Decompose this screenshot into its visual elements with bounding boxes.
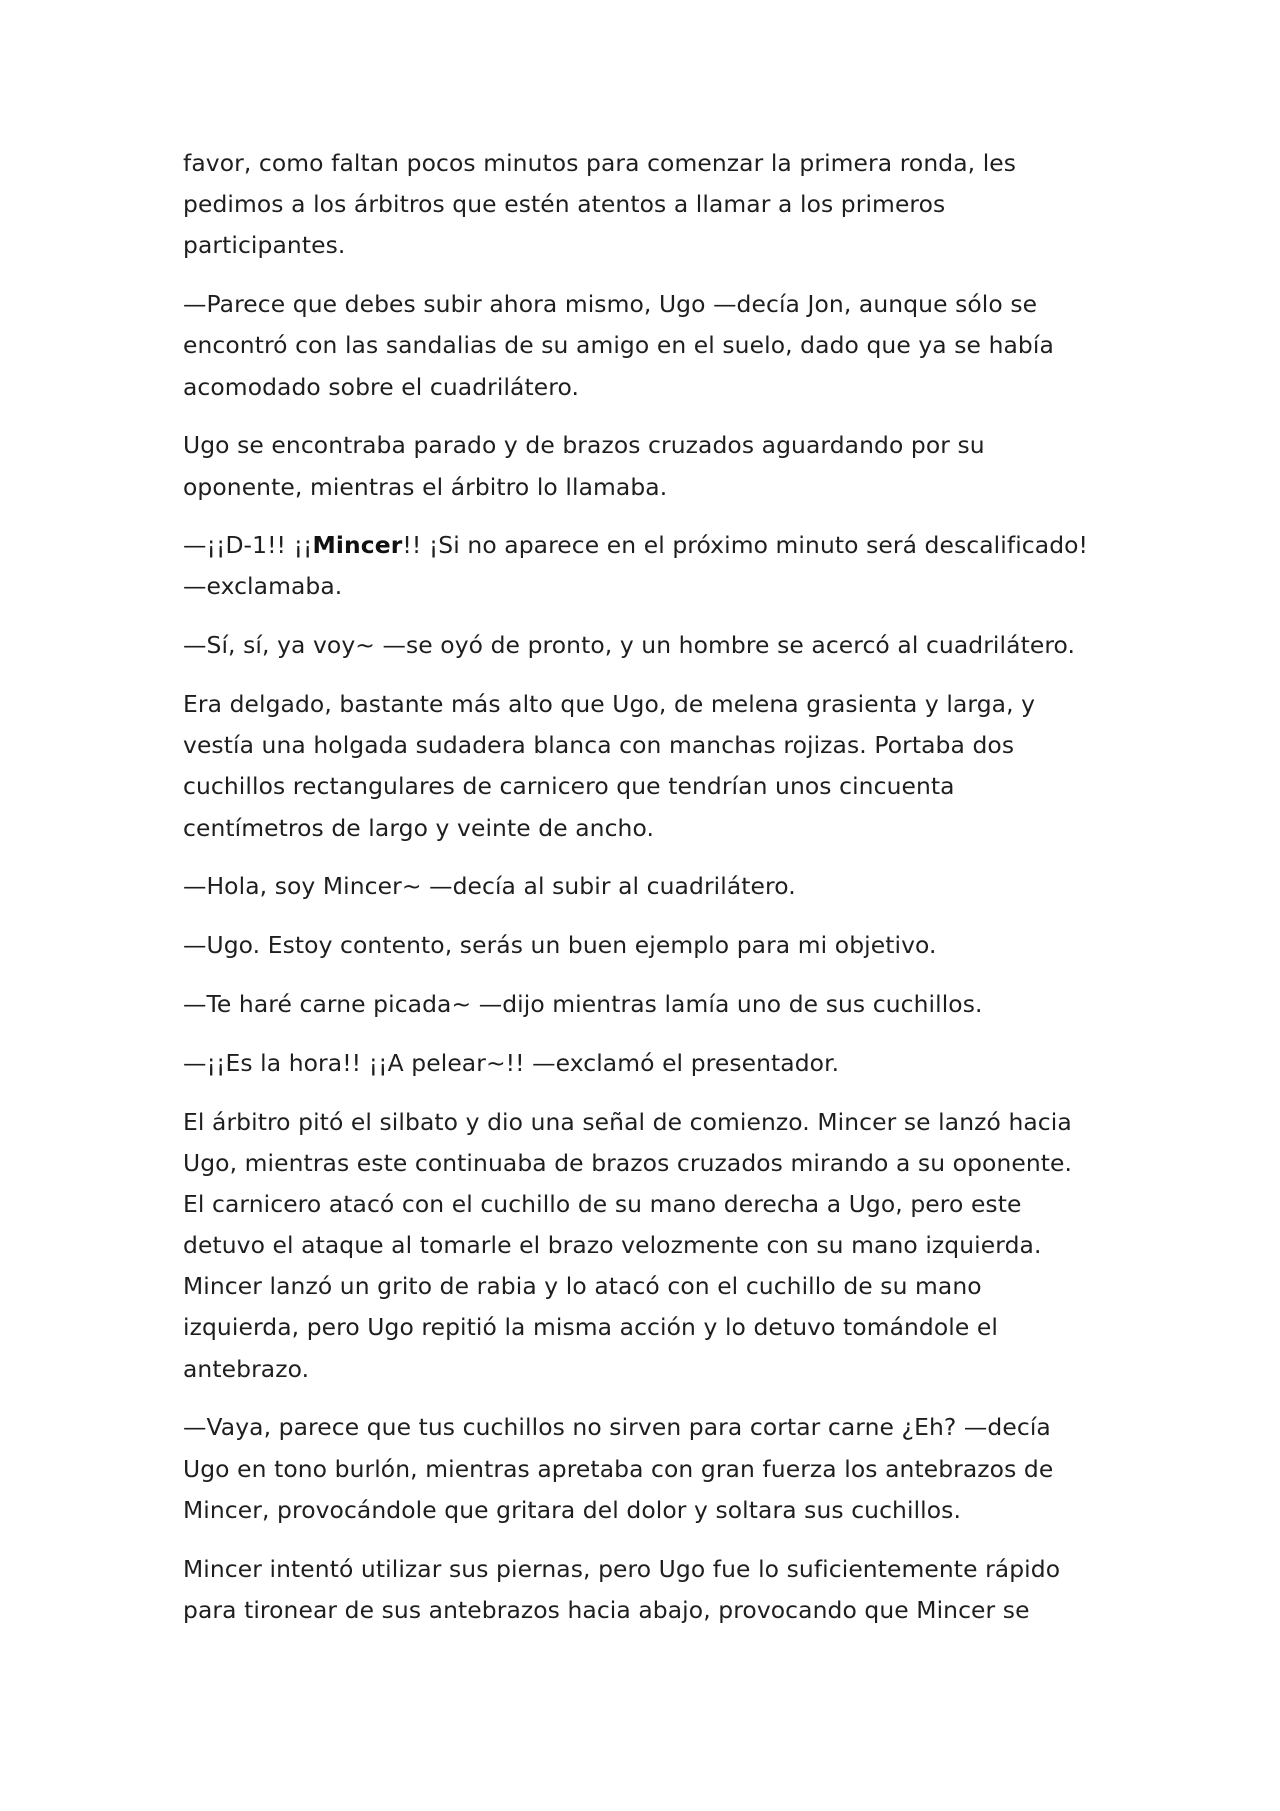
paragraph-12 (183, 1407, 1103, 1531)
text-line: para tironear de sus antebrazos hacia abajo, provocando que Mincer se (183, 1595, 1030, 1624)
text-line: Ugo en tono burlón, mientras apretaba con gran fuerza los antebrazos de (183, 1454, 1054, 1483)
text-line: detuvo el ataque al tomarle el brazo velozmente con su mano izquierda. (183, 1231, 1042, 1260)
text-line: —Vaya, parece que tus cuchillos no sirven para cortar carne ¿Eh? —decía (183, 1413, 1051, 1442)
text-line: izquierda, pero Ugo repitió la misma acción y lo detuvo tomándole el (183, 1313, 999, 1342)
text-line: Mincer lanzó un grito de rabia y lo atacó con el cuchillo de su mano (183, 1272, 982, 1301)
text-line: —Te haré carne picada~ —dijo mientras lamía uno de sus cuchillos. (183, 989, 983, 1018)
text-line: Mincer intentó utilizar sus piernas, pero Ugo fue lo suficientemente rápido (183, 1554, 1061, 1583)
text-line: El carnicero atacó con el cuchillo de su mano derecha a Ugo, pero este (183, 1189, 1022, 1218)
text-line: cuchillos rectangulares de carnicero que tendrían unos cincuenta (183, 772, 955, 801)
paragraph-2 (183, 284, 1103, 408)
text-line: oponente, mientras el árbitro lo llamaba. (183, 472, 668, 501)
paragraph-13 (183, 1549, 1103, 1631)
paragraph-1 (183, 143, 1103, 267)
text-line: —Parece que debes subir ahora mismo, Ugo —decía Jon, aunque sólo se (183, 290, 1038, 319)
text-line: participantes. (183, 231, 346, 260)
text-line: favor, como faltan pocos minutos para comenzar la primera ronda, les (183, 149, 1017, 177)
text-line (183, 525, 1103, 566)
text-line: —Sí, sí, ya voy~ —se oyó de pronto, y un hombre se acercó al cuadrilátero. (183, 631, 1076, 660)
text-line: Era delgado, bastante más alto que Ugo, de melena grasienta y larga, y (183, 690, 1036, 719)
text-line: centímetros de largo y veinte de ancho. (183, 813, 655, 842)
paragraph-11 (183, 1102, 1103, 1390)
text-line: —exclamaba. (183, 572, 343, 601)
paragraph-10 (183, 1043, 1103, 1084)
text-line: antebrazo. (183, 1354, 310, 1383)
text-line: El árbitro pitó el silbato y dio una señal de comienzo. Mincer se lanzó hacia (183, 1107, 1072, 1136)
text-segment: !! ¡Si no aparece en el próximo minuto será descalificado! (402, 531, 1089, 560)
text-line: encontró con las sandalias de su amigo en el suelo, dado que ya se había (183, 331, 1054, 360)
bold-name: Mincer (312, 531, 403, 560)
text-line: pedimos a los árbitros que estén atentos a llamar a los primeros (183, 190, 946, 219)
text-line: —Hola, soy Mincer~ —decía al subir al cuadrilátero. (183, 872, 796, 901)
paragraph-8 (183, 925, 1103, 966)
paragraph-7 (183, 866, 1103, 907)
paragraph-3 (183, 425, 1103, 507)
text-line: —Ugo. Estoy contento, serás un buen ejemplo para mi objetivo. (183, 931, 937, 960)
text-line: acomodado sobre el cuadrilátero. (183, 372, 579, 401)
paragraph-6 (183, 684, 1103, 849)
paragraph-4 (183, 525, 1103, 607)
document-body (183, 143, 1103, 1649)
paragraph-5 (183, 625, 1103, 666)
text-line: Ugo, mientras este continuaba de brazos cruzados mirando a su oponente. (183, 1148, 1073, 1177)
text-line: Ugo se encontraba parado y de brazos cruzados aguardando por su (183, 431, 985, 460)
text-line: —¡¡Es la hora!! ¡¡A pelear~!! —exclamó el presentador. (183, 1048, 840, 1077)
text-segment: —¡¡D-1!! ¡¡ (183, 531, 313, 560)
paragraph-9 (183, 984, 1103, 1025)
text-line: vestía una holgada sudadera blanca con manchas rojizas. Portaba dos (183, 731, 1015, 760)
text-line: Mincer, provocándole que gritara del dolor y soltara sus cuchillos. (183, 1495, 961, 1524)
